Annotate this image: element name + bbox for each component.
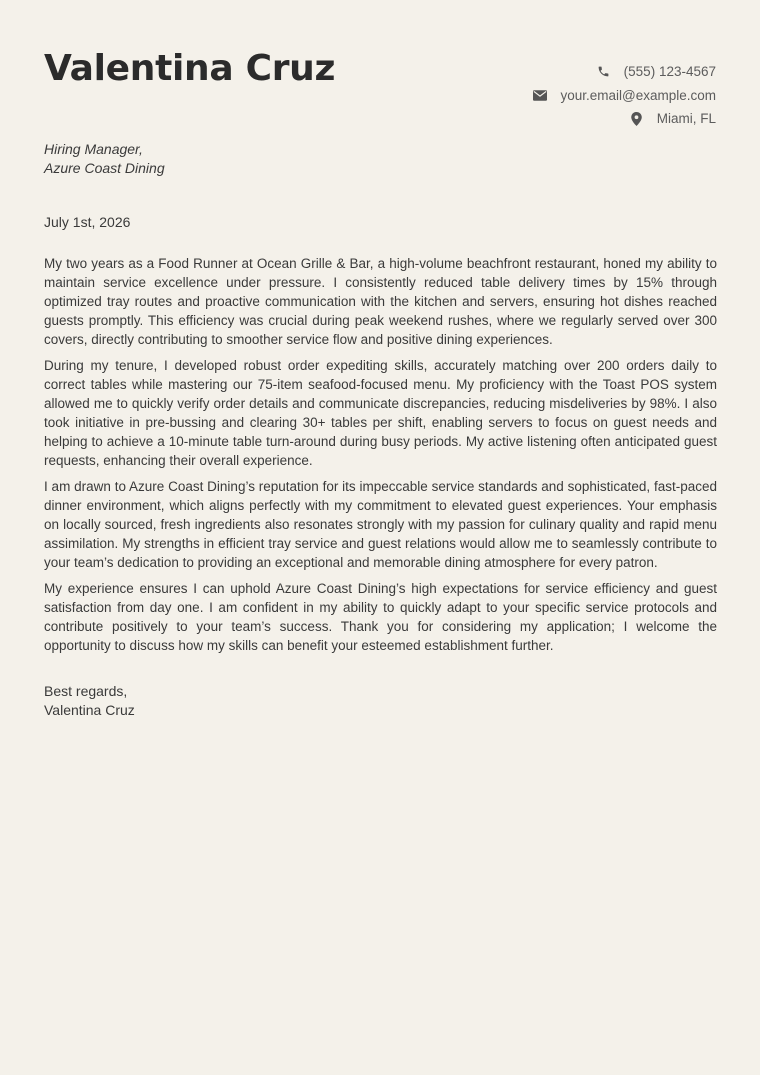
map-pin-icon (629, 111, 645, 127)
contact-info (532, 60, 716, 131)
phone-icon (596, 64, 612, 80)
location-text: Miami, FL (656, 111, 716, 127)
closing-block (44, 682, 135, 720)
recipient-title: Hiring Manager, (44, 141, 143, 157)
email-text: your.email@example.com (560, 87, 716, 103)
contact-email (532, 84, 716, 108)
recipient-company: Azure Coast Dining (44, 160, 165, 176)
closing-signature: Valentina Cruz (44, 702, 135, 718)
body-paragraph: During my tenure, I developed robust order expediting skills, accurately matching over 200 orders daily to correct tables while mastering our 75-item seafood-focused menu. My proficiency with the Toast POS system allowed me to quickly verify order details and communicate discrepancies, reducing misdeliveries by 98%. I also took initiative in pre-bussing and clearing 30+ tables per shift, enabling servers to focus on guest needs and helping to achieve a 10-minute table turn-around during busy periods. My active listening often anticipated guest requests, enhancing their overall experience. (44, 358, 717, 468)
letter-date: July 1st, 2026 (44, 214, 131, 230)
body-paragraph: My experience ensures I can uphold Azure Coast Dining’s high expectations for service efficiency and guest satisfaction from day one. I am confident in my ability to quickly adapt to your specific service protocols and contribute positively to your team’s success. Thank you for considering my application; I welcome the opportunity to discuss how my skills can benefit your esteemed establishment further. (44, 581, 717, 653)
applicant-name: Valentina Cruz (44, 48, 336, 89)
phone-text: (555) 123-4567 (623, 64, 716, 80)
contact-phone (532, 60, 716, 84)
envelope-icon (532, 87, 548, 103)
recipient-block (44, 140, 165, 178)
body-paragraph: My two years as a Food Runner at Ocean Grille & Bar, a high-volume beachfront restaurant, honed my ability to maintain service excellence under pressure. I consistently reduced table delivery times by 15% through optimized tray routes and proactive communication with the kitchen and servers, ensuring hot dishes reached guests promptly. This efficiency was crucial during peak weekend rushes, where we regularly served over 300 covers, directly contributing to smoother service flow and positive dining experiences. (44, 256, 717, 347)
body-paragraph: I am drawn to Azure Coast Dining’s reputation for its impeccable service standards and sophisticated, fast-paced dinner environment, which aligns perfectly with my commitment to elevated guest experiences. Your emphasis on locally sourced, fresh ingredients also resonates strongly with my passion for culinary quality and rapid menu assimilation. My strengths in efficient tray service and guest relations would allow me to seamlessly contribute to your team’s dedication to providing an exceptional and memorable dining atmosphere for every patron. (44, 479, 717, 570)
letter-body (44, 254, 717, 662)
contact-location (532, 107, 716, 131)
closing-salutation: Best regards, (44, 683, 128, 699)
